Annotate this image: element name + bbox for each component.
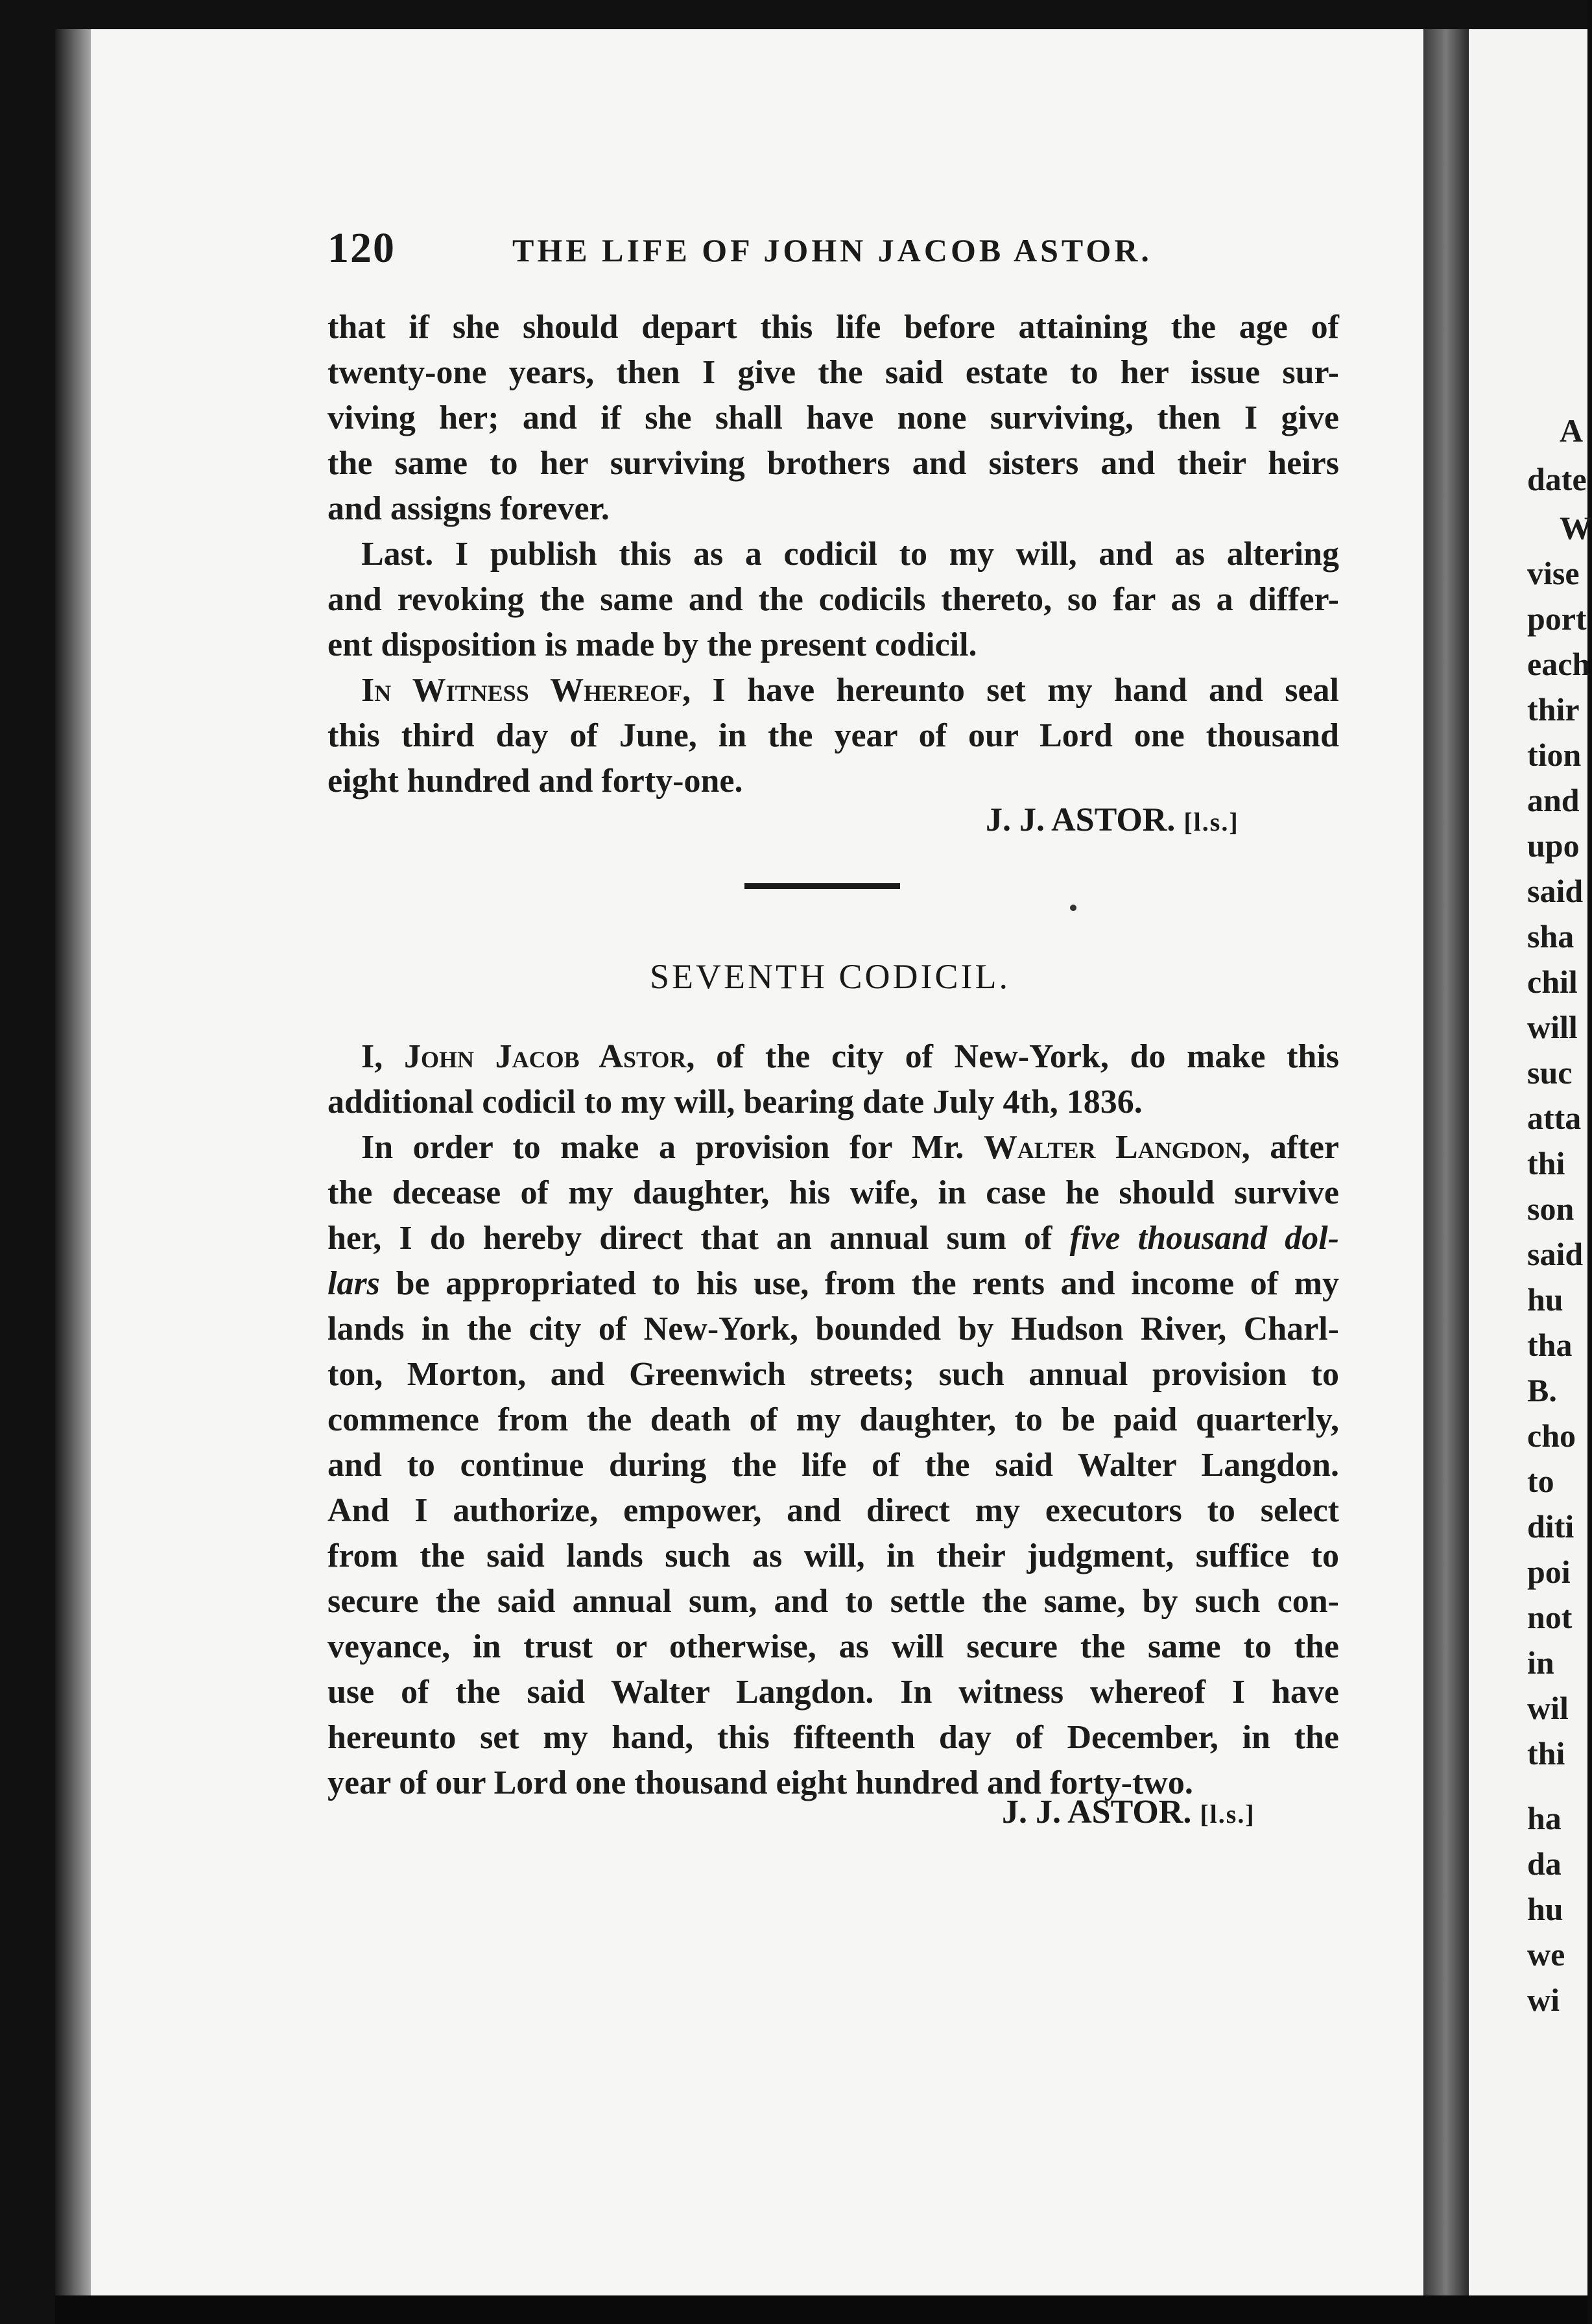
facing-text-fragment: port [1527,600,1587,637]
facing-text-fragment: to [1527,1463,1554,1499]
facing-text-fragment: said [1527,873,1584,909]
text-line: hereunto set my hand, this fifteenth day of December, in the [327,1719,1339,1756]
text-line [327,1261,1339,1307]
page-number: 120 [327,224,396,272]
facing-text-fragment: and [1527,782,1580,818]
facing-text-fragment: upo [1527,827,1580,864]
running-head [327,224,1170,276]
text-line: twenty-one years, then I give the said estate to her issue sur- [327,354,1339,391]
signature-seventh-codicil [1002,1793,1255,1831]
text-line: ent disposition is made by the present codicil. [327,626,977,663]
line-5-pre: her, I do hereby direct that an annual sum of [327,1220,1052,1257]
text-line [327,1125,1339,1170]
text-line: use of the said Walter Langdon. In witness whereof I have [327,1674,1339,1711]
facing-text-fragment: da [1527,1845,1562,1882]
facing-text-fragment: date [1527,461,1587,497]
text-line: from the said lands such as will, in their judgment, suffice to [327,1537,1339,1574]
facing-text-fragment: tion [1527,737,1582,773]
text-line [327,668,1339,713]
facing-text-fragment: thi [1527,1735,1565,1772]
text-line: ton, Morton, and Greenwich streets; such annual provision to [327,1356,1339,1393]
facing-text-fragment: said [1527,1236,1584,1272]
signature-sixth-codicil [986,801,1239,839]
facing-text-fragment: hu [1527,1891,1563,1927]
text-line: year of our Lord one thousand eight hundred and forty-two. [327,1764,1193,1801]
text-line: Last. I publish this as a codicil to my will, and as altering [361,536,1339,573]
text-line [327,1034,1339,1080]
running-title: THE LIFE OF JOHN JACOB ASTOR. [512,232,1152,268]
witness-lead: In Witness Whereof, [361,672,691,709]
text-line: secure the said annual sum, and to settle the same, by such con- [327,1583,1339,1620]
facing-text-fragment: wil [1527,1690,1569,1726]
opening-pre: I, [361,1038,383,1075]
seal-mark: [l.s.] [1200,1799,1255,1829]
facing-text-fragment: wi [1527,1982,1560,2018]
beneficiary-name: Walter Langdon, [983,1129,1250,1166]
facing-text-fragment: cho [1527,1417,1576,1454]
sixth-codicil-text [327,305,1339,804]
facing-page [1469,29,1592,2295]
facing-text-fragment: not [1527,1599,1573,1635]
text-line: and to continue during the life of the said Walter Langdon. [327,1447,1339,1484]
facing-text-fragment: thir [1527,691,1580,728]
facing-text-fragment: hu [1527,1281,1563,1318]
facing-text-fragment: son [1527,1191,1574,1227]
line-3-post: after [1270,1129,1340,1166]
section-heading: SEVENTH CODICIL. [650,957,1010,996]
facing-text-fragment: in [1527,1644,1554,1681]
text-line: and assigns forever. [327,490,610,527]
line-6-post: be appropriated to his use, from the rents and income of my [396,1265,1340,1302]
seventh-codicil-text [327,1034,1339,1806]
bottom-shadow [55,2295,1587,2324]
opening-post: of the city of New-York, do make this [716,1038,1340,1075]
facing-text-fragment: each [1527,646,1591,682]
signature-name: J. J. ASTOR. [1002,1794,1192,1831]
facing-text-fragment: poi [1527,1554,1571,1590]
facing-text-fragment: thi [1527,1145,1565,1181]
facing-text-fragment: vise [1527,555,1580,591]
print-speck [1070,905,1076,911]
facing-text-fragment: A [1560,412,1584,449]
text-line: additional codicil to my will, bearing date July 4th, 1836. [327,1084,1143,1120]
line-3-pre: In order to make a provision for Mr. [361,1129,964,1166]
facing-text-fragment: ha [1527,1800,1562,1836]
facing-text-fragment: we [1527,1936,1565,1973]
text-line: and revoking the same and the codicils thereto, so far as a differ- [327,581,1339,618]
facing-text-fragment: W [1560,510,1592,546]
text-line: veyance, in trust or otherwise, as will secure the same to the [327,1628,1339,1665]
annual-sum-italic-end: lars [327,1265,380,1302]
text-line: viving her; and if she shall have none surviving, then I give [327,399,1339,436]
text-line: commence from the death of my daughter, to be paid quarterly, [327,1401,1339,1438]
facing-text-fragment: tha [1527,1327,1573,1363]
text-line: the decease of my daughter, his wife, in case he should survive [327,1174,1339,1211]
text-line: this third day of June, in the year of our Lord one thousand [327,717,1339,754]
seal-mark: [l.s.] [1183,807,1239,836]
witness-text: I have hereunto set my hand and seal [712,672,1339,709]
facing-text-fragment: diti [1527,1508,1574,1545]
facing-text-fragment: atta [1527,1100,1582,1136]
text-line: lands in the city of New-York, bounded by Hudson River, Charl- [327,1310,1339,1347]
facing-text-fragment: chil [1527,964,1578,1000]
text-line: And I authorize, empower, and direct my executors to select [327,1492,1339,1529]
signature-name: J. J. ASTOR. [986,801,1176,838]
annual-sum-italic: five thousand dol- [1069,1220,1339,1257]
text-line [327,1216,1339,1261]
facing-text-fragment: sha [1527,918,1574,954]
facing-text-fragment: will [1527,1009,1578,1045]
text-line: the same to her surviving brothers and sisters and their heirs [327,445,1339,482]
text-line: that if she should depart this life before attaining the age of [327,309,1339,346]
page-divider-strip [1423,29,1469,2295]
testator-name: John Jacob Astor, [403,1038,695,1075]
facing-text-fragment: B. [1527,1372,1557,1408]
text-line: eight hundred and forty-one. [327,763,743,800]
facing-text-fragment: suc [1527,1054,1573,1091]
section-divider [744,883,900,889]
